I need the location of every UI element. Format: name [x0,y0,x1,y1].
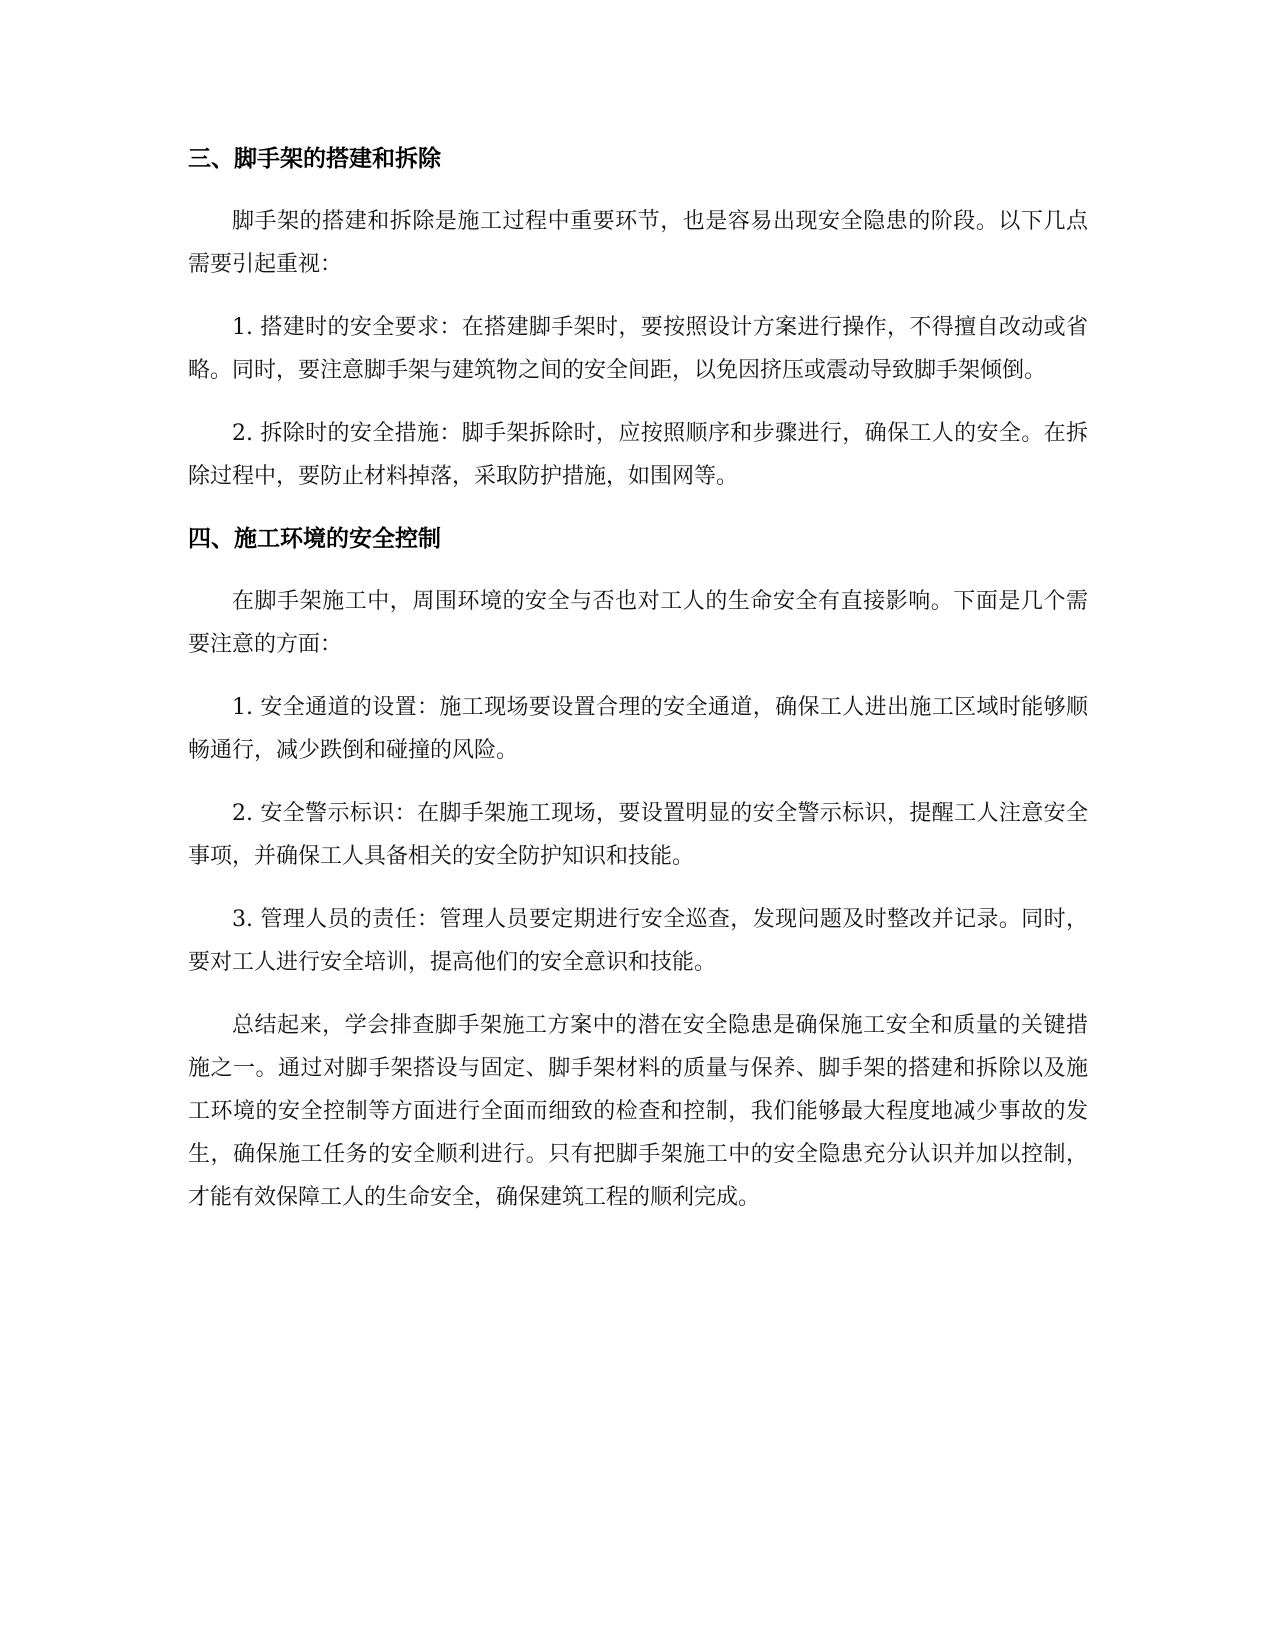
document-body [188,138,1088,1239]
paragraph: 在脚手架施工中，周围环境的安全与否也对工人的生命安全有直接影响。下面是几个需要注意的方面： [188,589,1088,657]
section-environment-safety [188,518,1088,1219]
section-scaffold-erection-removal [188,138,1088,498]
section-heading: 四、施工环境的安全控制 [188,526,441,552]
paragraph: 总结起来，学会排查脚手架施工方案中的潜在安全隐患是确保施工安全和质量的关键措施之一。通过对脚手架搭设与固定、脚手架材料的质量与保养、脚手架的搭建和拆除以及施工环境的安全控制等方面进行全面而细致的检查和控制，我们能够最大程度地减少事故的发生，确保施工任务的安全顺利进行。只有把脚手架施工中的安全隐患充分认识并加以控制，才能有效保障工人的生命安全，确保建筑工程的顺利完成。 [188,1013,1088,1210]
paragraph: 2. 安全警示标识：在脚手架施工现场，要设置明显的安全警示标识，提醒工人注意安全事项，并确保工人具备相关的安全防护知识和技能。 [188,801,1088,869]
paragraph: 2. 拆除时的安全措施：脚手架拆除时，应按照顺序和步骤进行，确保工人的安全。在拆除过程中，要防止材料掉落，采取防护措施，如围网等。 [188,421,1088,489]
paragraph: 1. 搭建时的安全要求：在搭建脚手架时，要按照设计方案进行操作，不得擅自改动或省略。同时，要注意脚手架与建筑物之间的安全间距，以免因挤压或震动导致脚手架倾倒。 [188,315,1088,383]
paragraph: 脚手架的搭建和拆除是施工过程中重要环节，也是容易出现安全隐患的阶段。以下几点需要引起重视： [188,209,1088,277]
paragraph: 1. 安全通道的设置：施工现场要设置合理的安全通道，确保工人进出施工区域时能够顺畅通行，减少跌倒和碰撞的风险。 [188,695,1088,763]
section-heading: 三、脚手架的搭建和拆除 [188,146,441,172]
paragraph: 3. 管理人员的责任：管理人员要定期进行安全巡查，发现问题及时整改并记录。同时，要对工人进行安全培训，提高他们的安全意识和技能。 [188,907,1088,975]
